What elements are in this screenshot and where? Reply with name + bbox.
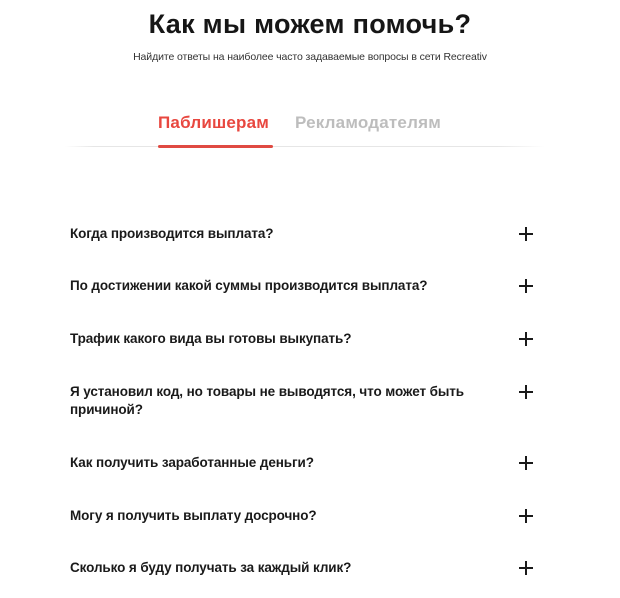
plus-icon[interactable]	[519, 279, 533, 293]
audience-tabs	[0, 108, 620, 152]
plus-icon[interactable]	[519, 456, 533, 470]
tab-publishers[interactable]: Паблишерам	[158, 113, 270, 132]
plus-icon[interactable]	[519, 332, 533, 346]
faq-question: Как получить заработанные деньги?	[70, 455, 314, 470]
faq-question: Трафик какого вида вы готовы выкупать?	[70, 331, 352, 346]
plus-icon[interactable]	[519, 561, 533, 575]
faq-question: Когда производится выплата?	[70, 226, 274, 241]
faq-item[interactable]	[70, 454, 540, 472]
tab-advertisers[interactable]: Рекламодателям	[295, 113, 441, 132]
faq-item[interactable]	[70, 383, 540, 419]
plus-icon[interactable]	[519, 509, 533, 523]
plus-icon[interactable]	[519, 385, 533, 399]
page-subtitle: Найдите ответы на наиболее часто задаваемые вопросы в сети Recreativ	[133, 51, 487, 63]
faq-item[interactable]	[70, 225, 540, 243]
faq-question: Сколько я буду получать за каждый клик?	[70, 560, 352, 575]
faq-item[interactable]	[70, 277, 540, 295]
faq-question: Я установил код, но товары не выводятся, что может быть причиной?	[70, 384, 464, 417]
page-title: Как мы можем помочь?	[148, 9, 472, 39]
plus-icon[interactable]	[519, 227, 533, 241]
faq-item[interactable]	[70, 559, 540, 577]
faq-item[interactable]	[70, 507, 540, 525]
faq-question: По достижении какой суммы производится выплата?	[70, 278, 428, 293]
faq-item[interactable]	[70, 330, 540, 348]
faq-question: Могу я получить выплату досрочно?	[70, 508, 317, 523]
tabs-divider	[65, 146, 545, 147]
active-tab-indicator	[158, 145, 273, 148]
